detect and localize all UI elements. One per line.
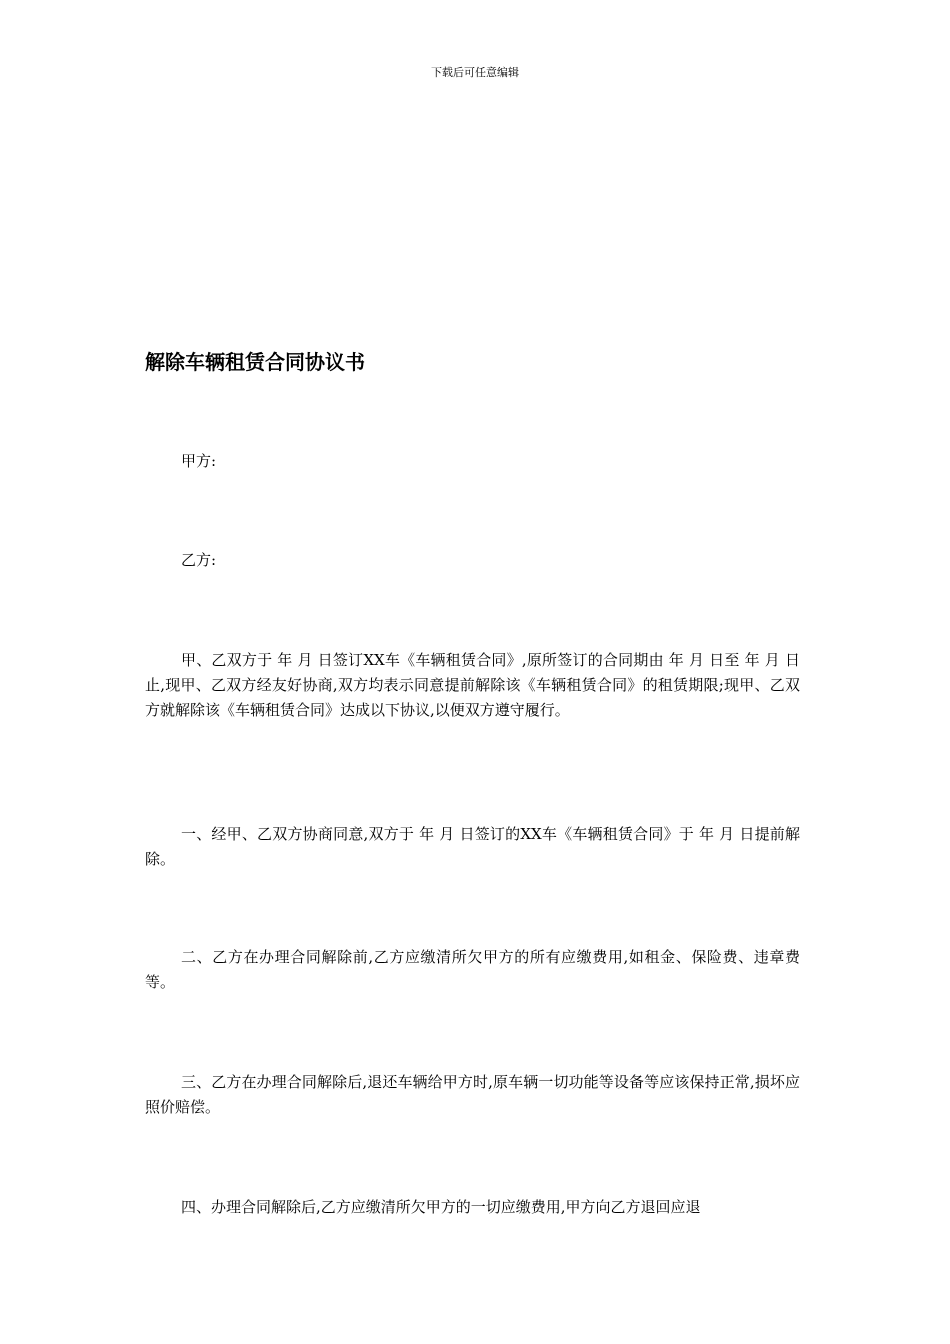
- clause-3: 三、乙方在办理合同解除后,退还车辆给甲方时,原车辆一切功能等设备等应该保持正常,损坏应照价赔偿。: [145, 1073, 800, 1116]
- clause-1: 一、经甲、乙双方协商同意,双方于 年 月 日签订的XX车《车辆租赁合同》于 年 月 日提前解除。: [145, 825, 800, 868]
- header-note: 下载后可任意编辑: [431, 66, 519, 79]
- party-a-line: 甲方:: [181, 452, 217, 470]
- party-b-line: 乙方:: [181, 551, 217, 569]
- clause-2: 二、乙方在办理合同解除前,乙方应缴清所欠甲方的所有应缴费用,如租金、保险费、违章费等。: [145, 948, 800, 991]
- clause-4: 四、办理合同解除后,乙方应缴清所欠甲方的一切应缴费用,甲方向乙方退回应退: [181, 1198, 701, 1216]
- intro-paragraph: 甲、乙双方于 年 月 日签订XX车《车辆租赁合同》,原所签订的合同期由 年 月 日至 年 月 日止,现甲、乙双方经友好协商,双方均表示同意提前解除该《车辆租赁合同》的租赁期限;现甲、乙双方就解除该《车辆租赁合同》达成以下协议,以便双方遵守履行。: [145, 651, 800, 719]
- document-title: 解除车辆租赁合同协议书: [145, 350, 365, 374]
